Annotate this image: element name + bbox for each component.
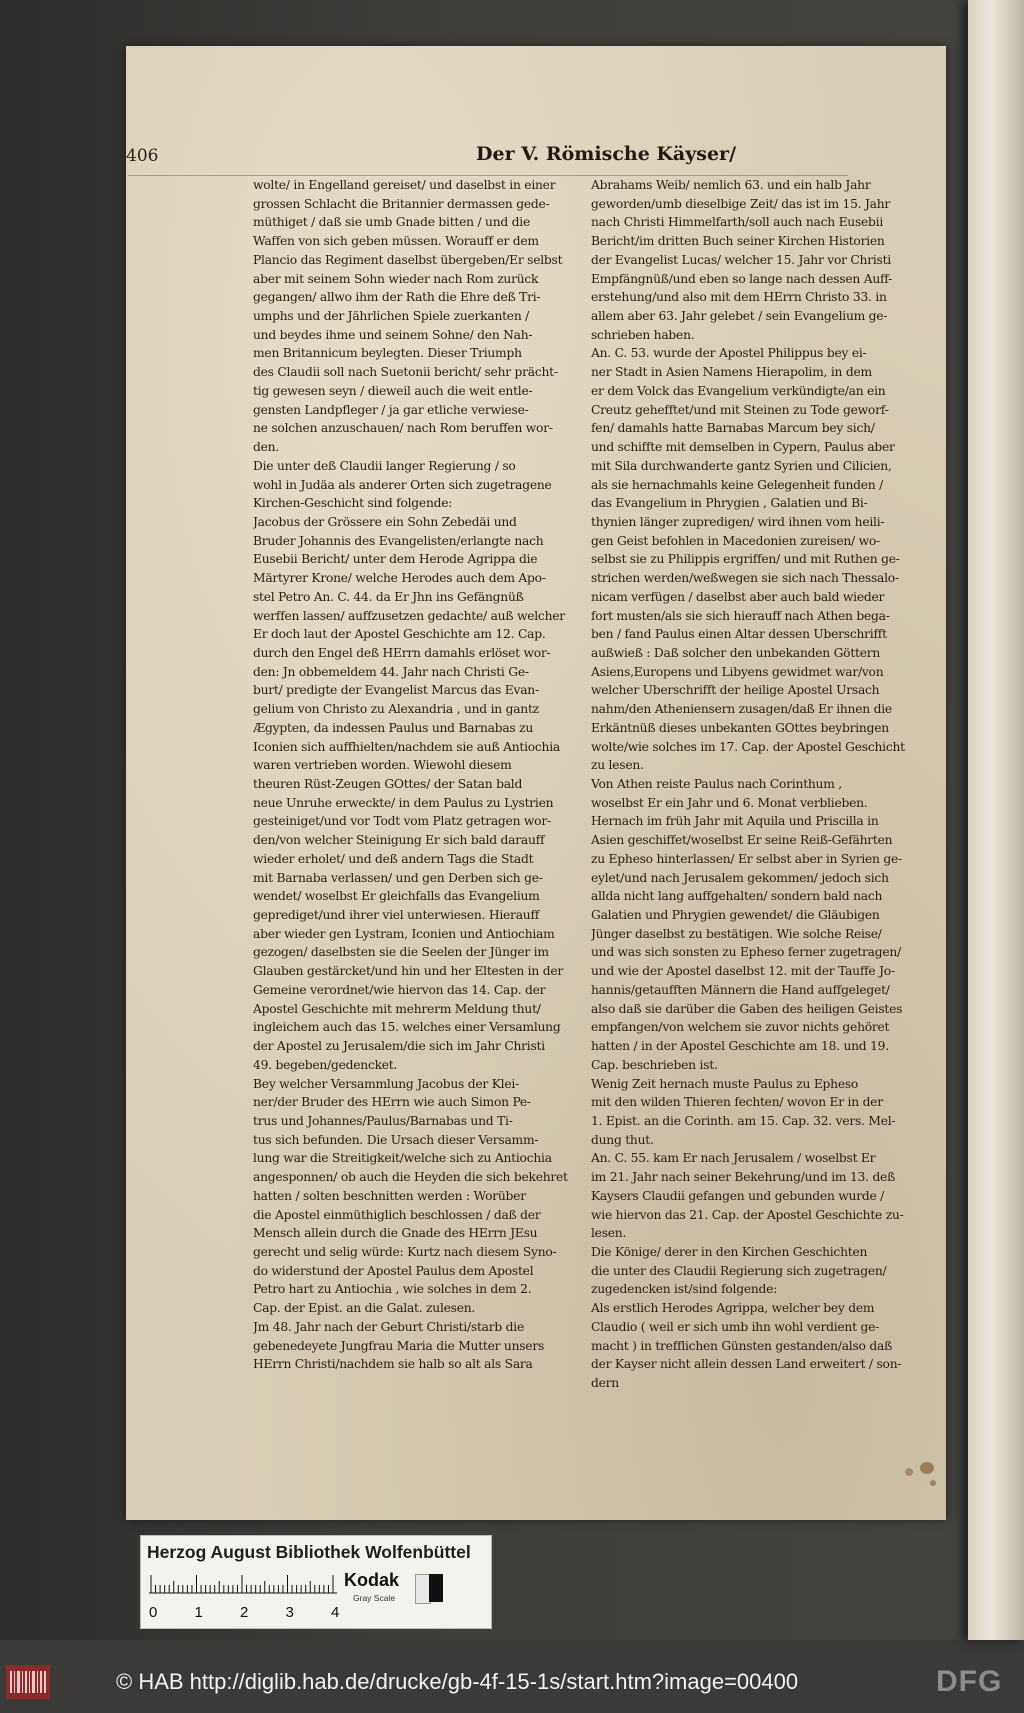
text-line: tig gewesen seyn / dieweil auch die weit entle-	[253, 383, 533, 398]
text-line: strichen werden/weßwegen sie sich nach Thessalo-	[591, 571, 899, 586]
text-line: das Evangelium in Phrygien , Galatien und Bi-	[591, 496, 868, 511]
text-line: Creutz gehefftet/und mit Steinen zu Tode geworf-	[591, 402, 889, 417]
text-line: und was sich sonsten zu Epheso ferner zugetragen/	[591, 945, 901, 960]
text-line: fort musten/als sie sich hierauff nach Athen bega-	[591, 608, 890, 623]
text-line: woselbst Er ein Jahr und 6. Monat verblieben.	[591, 795, 868, 810]
text-line: werffen lassen/ auffzusetzen gedachte/ auß welcher	[253, 608, 565, 623]
text-line: ner Stadt in Asien Namens Hierapolim, in dem	[591, 365, 872, 380]
text-line: die unter des Claudii Regierung sich zugetragen/	[591, 1263, 887, 1278]
ruler-number: 2	[240, 1604, 249, 1621]
gray-patch-black	[429, 1574, 443, 1602]
text-line: wendet/ woselbst Er gleichfalls das Evangelium	[253, 889, 540, 904]
text-line: men Britannicum beylegten. Dieser Triumph	[253, 346, 522, 361]
text-line: die Apostel einmüthiglich beschlossen / daß der	[253, 1207, 541, 1222]
text-line: thynien länger zupredigen/ wird ihnen vom heili-	[591, 514, 885, 529]
text-line: waren vertrieben worden. Wiewohl diesem	[253, 758, 512, 773]
text-line: macht ) in trefflichen Günsten gestanden/also daß	[591, 1338, 893, 1353]
text-line: Asien geschiffet/woselbst Er seine Reiß-Gefährten	[591, 833, 893, 848]
text-line: hatten / in der Apostel Geschichte am 18. und 19.	[591, 1039, 889, 1054]
text-line: der Evangelist Lucas/ welcher 15. Jahr vor Christi	[591, 252, 891, 267]
text-line: Waffen von sich geben müssen. Worauff er dem	[253, 234, 539, 249]
text-line: burt/ predigte der Evangelist Marcus das Evan-	[253, 683, 539, 698]
running-title: Der V. Römische Käyser/	[476, 143, 737, 165]
text-line: neue Unruhe erweckte/ in dem Paulus zu Lystrien	[253, 795, 554, 810]
text-line: tus sich befunden. Die Ursach dieser Versamm-	[253, 1132, 539, 1147]
right-text-column	[591, 176, 918, 1393]
barcode-icon	[6, 1665, 50, 1699]
text-line: also daß sie darüber die Gaben des heiligen Geistes	[591, 1001, 903, 1016]
ink-stain	[920, 1462, 934, 1474]
text-line: Bruder Johannis des Evangelisten/erlangte nach	[253, 533, 544, 548]
scale-ruler	[149, 1574, 340, 1621]
text-line: gesteiniget/und vor Todt vom Platz getragen wor-	[253, 814, 551, 829]
text-line: allem aber 63. Jahr gelebet / sein Evangelium ge-	[591, 309, 888, 324]
text-line: welcher Uberschrifft der heilige Apostel Ursach	[591, 683, 880, 698]
text-line: ben / fand Paulus einen Altar dessen Uberschrifft	[591, 627, 887, 642]
text-line: er dem Volck das Evangelium verkündigte/an ein	[591, 383, 886, 398]
text-line: und wie der Apostel daselbst 12. mit der Tauffe Jo-	[591, 964, 895, 979]
text-line: den: Jn obbemeldem 44. Jahr nach Christi Ge-	[253, 664, 529, 679]
text-line: Petro hart zu Antiochia , wie solches in dem 2.	[253, 1282, 532, 1297]
text-line: Von Athen reiste Paulus nach Corinthum ,	[591, 777, 842, 791]
text-line: HErrn Christi/nachdem sie halb so alt als Sara	[253, 1357, 533, 1372]
text-line: Eusebii Bericht/ unter dem Herode Agrippa die	[253, 552, 538, 567]
text-line: der Apostel zu Jerusalem/die sich im Jahr Christi	[253, 1039, 545, 1054]
text-line: theuren Rüst-Zeugen GOttes/ der Satan bald	[253, 777, 523, 791]
text-line: Er doch laut der Apostel Geschichte am 12. Cap.	[253, 627, 546, 642]
ruler-number: 0	[149, 1604, 158, 1621]
text-line: als sie hernachmahls keine Gelegenheit funden /	[591, 477, 883, 492]
text-line: Jm 48. Jahr nach der Geburt Christi/starb die	[253, 1319, 524, 1334]
text-line: umphs und der Jährlichen Spiele zuerkanten /	[253, 309, 530, 324]
text-line: wohl in Judäa als anderer Orten sich zugetragene	[253, 477, 552, 492]
text-line: 1. Epist. an die Corinth. am 15. Cap. 32. vers. Mel-	[591, 1113, 896, 1128]
ink-stain	[905, 1468, 913, 1476]
text-line: allda nicht lang auffgehalten/ sondern bald nach	[591, 889, 883, 904]
text-line: Abrahams Weib/ nemlich 63. und ein halb Jahr	[591, 178, 871, 192]
text-line: und beydes ihme und seinem Sohne/ den Nah-	[253, 327, 533, 342]
right-page-edge	[968, 0, 1024, 1640]
text-line: Galatien und Phrygien gewendet/ die Gläubigen	[591, 908, 880, 923]
credit-link[interactable]: © HAB http://diglib.hab.de/drucke/gb-4f-15-1s/start.htm?image=00400	[116, 1669, 799, 1694]
text-line: gebenedeyete Jungfrau Maria die Mutter unsers	[253, 1338, 545, 1353]
text-line: der Kayser nicht allein dessen Land erweitert / son-	[591, 1357, 902, 1372]
text-line: Empfängnüß/und eben so lange nach dessen Auff-	[591, 271, 893, 286]
text-line: Cap. der Epist. an die Galat. zulesen.	[253, 1301, 476, 1316]
text-line: Als erstlich Herodes Agrippa, welcher bey dem	[591, 1301, 875, 1316]
text-line: trus und Johannes/Paulus/Barnabas und Ti-	[253, 1113, 513, 1128]
text-line: wolte/ in Engelland gereiset/ und daselbst in einer	[253, 178, 556, 192]
text-line: gelium von Christo zu Alexandria , und in gantz	[253, 702, 539, 717]
text-line: Bey welcher Versammlung Jacobus der Klei-	[253, 1076, 519, 1091]
text-line: zu lesen.	[591, 758, 644, 773]
text-line: ner/der Bruder des HErrn wie auch Simon Pe-	[253, 1095, 531, 1110]
text-line: geworden/umb dieselbige Zeit/ das ist im 15. Jahr	[591, 196, 891, 211]
left-text-column	[253, 176, 580, 1374]
text-line: außwieß : Daß solcher den unbekanden Göttern	[591, 645, 881, 660]
text-line: mit Sila durchwanderte gantz Syrien und Cilicien,	[591, 458, 892, 473]
text-line: hannis/getaufften Männern die Hand auffgeleget/	[591, 982, 890, 997]
text-line: den.	[253, 440, 279, 455]
kodak-logo: Kodak	[344, 1570, 400, 1590]
text-line: stel Petro An. C. 44. da Er Jhn ins Gefängnüß	[253, 589, 524, 604]
text-line: Ægypten, da indessen Paulus und Barnabas zu	[253, 720, 534, 735]
text-line: Apostel Geschichte mit mehrerm Meldung thut/	[253, 1001, 541, 1016]
text-line: wie hiervon das 21. Cap. der Apostel Geschichte zu-	[591, 1207, 904, 1222]
kodak-gray-scale-label: Gray Scale	[353, 1593, 396, 1603]
text-line: An. C. 53. wurde der Apostel Philippus bey ei-	[591, 346, 867, 361]
text-line: do widerstund der Apostel Paulus dem Apostel	[253, 1263, 534, 1278]
ruler-ticks	[149, 1574, 337, 1594]
text-line: des Claudii soll nach Suetonii bericht/ sehr prächt-	[253, 365, 558, 380]
text-line: Gemeine verordnet/wie hiervon das 14. Cap. der	[253, 982, 546, 997]
text-line: Cap. beschrieben ist.	[591, 1057, 718, 1072]
text-line: Die unter deß Claudii langer Regierung / so	[253, 458, 516, 473]
text-line: Kaysers Claudii gefangen und gebunden wurde /	[591, 1188, 885, 1203]
text-line: Claudio ( weil er sich umb ihn wohl verdient ge-	[591, 1319, 880, 1334]
ruler-number: 1	[194, 1604, 203, 1621]
text-line: An. C. 55. kam Er nach Jerusalem / woselbst Er	[591, 1151, 876, 1166]
text-line: wolte/wie solches im 17. Cap. der Apostel Geschicht	[591, 739, 905, 754]
ruler-numbers	[149, 1604, 349, 1624]
text-line: Kirchen-Geschicht sind folgende:	[253, 496, 453, 511]
text-line: nahm/den Atheniensern zusagen/daß Er ihnen die	[591, 702, 892, 717]
text-line: erstehung/und also mit dem HErrn Christo 33. in	[591, 290, 887, 305]
text-line: 49. begeben/gedencket.	[253, 1057, 398, 1072]
text-line: gen Geist befohlen in Macedonien zureisen/ wo-	[591, 533, 880, 548]
dfg-logo: DFG	[936, 1665, 1003, 1698]
text-line: eylet/und nach Jerusalem gekommen/ jedoch sich	[591, 870, 889, 885]
text-line: Erkäntnüß dieses unbekanten GOttes beybringen	[591, 720, 889, 735]
page-number: 406	[126, 146, 159, 166]
text-line: den/von welcher Steinigung Er sich bald darauff	[253, 833, 545, 848]
text-line: Plancio das Regiment daselbst übergeben/Er selbst	[253, 252, 563, 267]
text-line: Bericht/im dritten Buch seiner Kirchen Historien	[591, 234, 885, 249]
text-line: und schiffte mit demselben in Cypern, Paulus aber	[591, 440, 895, 455]
text-line: hatten / solten beschnitten werden : Worüber	[253, 1188, 526, 1203]
text-line: grossen Schlacht die Britannier dermassen gede-	[253, 196, 550, 211]
text-line: durch den Engel deß HErrn damahls erlöset wor-	[253, 645, 551, 660]
text-line: gezogen/ daselbsten sie die Seelen der Jünger im	[253, 945, 549, 960]
text-line: dern	[591, 1376, 619, 1390]
text-line: mit den wilden Thieren fechten/ wovon Er in der	[591, 1095, 883, 1110]
text-line: Wenig Zeit hernach muste Paulus zu Epheso	[591, 1076, 859, 1091]
text-line: Jünger daselbst zu bestätigen. Wie solche Reise/	[591, 926, 882, 941]
text-line: ne solchen anzuschauen/ nach Rom beruffen wor-	[253, 421, 553, 436]
text-line: angesponnen/ ob auch die Heyden die sich bekehret	[253, 1170, 568, 1185]
text-line: ingleichem auch das 15. welches einer Versamlung	[253, 1020, 561, 1035]
ink-stain	[930, 1480, 936, 1486]
ruler-number: 4	[331, 1604, 340, 1621]
text-line: gegangen/ allwo ihm der Rath die Ehre deß Tri-	[253, 290, 541, 305]
text-line: Hernach im früh Jahr mit Aquila und Priscilla in	[591, 814, 879, 829]
text-line: dung thut.	[591, 1132, 654, 1147]
text-line: gensten Landpfleger / ja gar etliche verwiese-	[253, 402, 529, 417]
text-line: Glauben gestärcket/und hin und her Eltesten in der	[253, 964, 563, 979]
text-line: geprediget/und ihrer viel unterwiesen. Hierauff	[253, 908, 540, 923]
text-line: fen/ damahls hatte Barnabas Marcum bey sich/	[591, 421, 875, 436]
text-line: Iconien sich auffhielten/nachdem sie auß Antiochia	[253, 739, 560, 754]
color-target-card	[140, 1535, 492, 1629]
text-line: nicam verfügen / daselbst aber auch bald wieder	[591, 589, 885, 604]
text-line: zu Epheso hinterlassen/ Er selbst aber in Syrien ge-	[591, 851, 902, 866]
text-line: Die Könige/ derer in den Kirchen Geschichten	[591, 1244, 868, 1259]
text-line: müthiget / daß sie umb Gnade bitten / und die	[253, 215, 530, 230]
text-line: zugedencken ist/sind folgende:	[591, 1282, 778, 1297]
text-line: mit Barnaba verlassen/ und gen Derben sich ge-	[253, 870, 543, 885]
text-line: aber wieder gen Lystram, Iconien und Antiochiam	[253, 926, 555, 941]
text-line: Asiens,Europens und Libyens gewidmet war/von	[591, 664, 884, 679]
text-line: im 21. Jahr nach seiner Bekehrung/und im 13. deß	[591, 1170, 896, 1185]
text-line: Mensch allein durch die Gnade des HErrn JEsu	[253, 1226, 538, 1241]
text-line: empfangen/von welchem sie zuvor nichts gehöret	[591, 1020, 890, 1035]
library-name: Herzog August Bibliothek Wolfenbüttel	[147, 1542, 471, 1562]
text-line: lung war die Streitigkeit/welche sich zu Antiochia	[253, 1151, 552, 1166]
text-line: selbst sie zu Philippis ergriffen/ und mit Ruthen ge-	[591, 552, 900, 567]
text-line: nach Christi Himmelfarth/soll auch nach Eusebii	[591, 215, 884, 230]
text-line: schrieben haben.	[591, 327, 695, 342]
text-line: Märtyrer Krone/ welche Herodes auch dem Apo-	[253, 571, 546, 586]
text-line: wieder erholet/ und deß andern Tags die Stadt	[253, 851, 534, 866]
text-line: lesen.	[591, 1226, 627, 1241]
text-line: aber mit seinem Sohn wieder nach Rom zurück	[253, 271, 539, 286]
ruler-number: 3	[285, 1604, 294, 1621]
text-line: gerecht und selig würde: Kurtz nach diesem Syno-	[253, 1244, 557, 1259]
text-line: Jacobus der Grössere ein Sohn Zebedäi und	[253, 514, 517, 529]
